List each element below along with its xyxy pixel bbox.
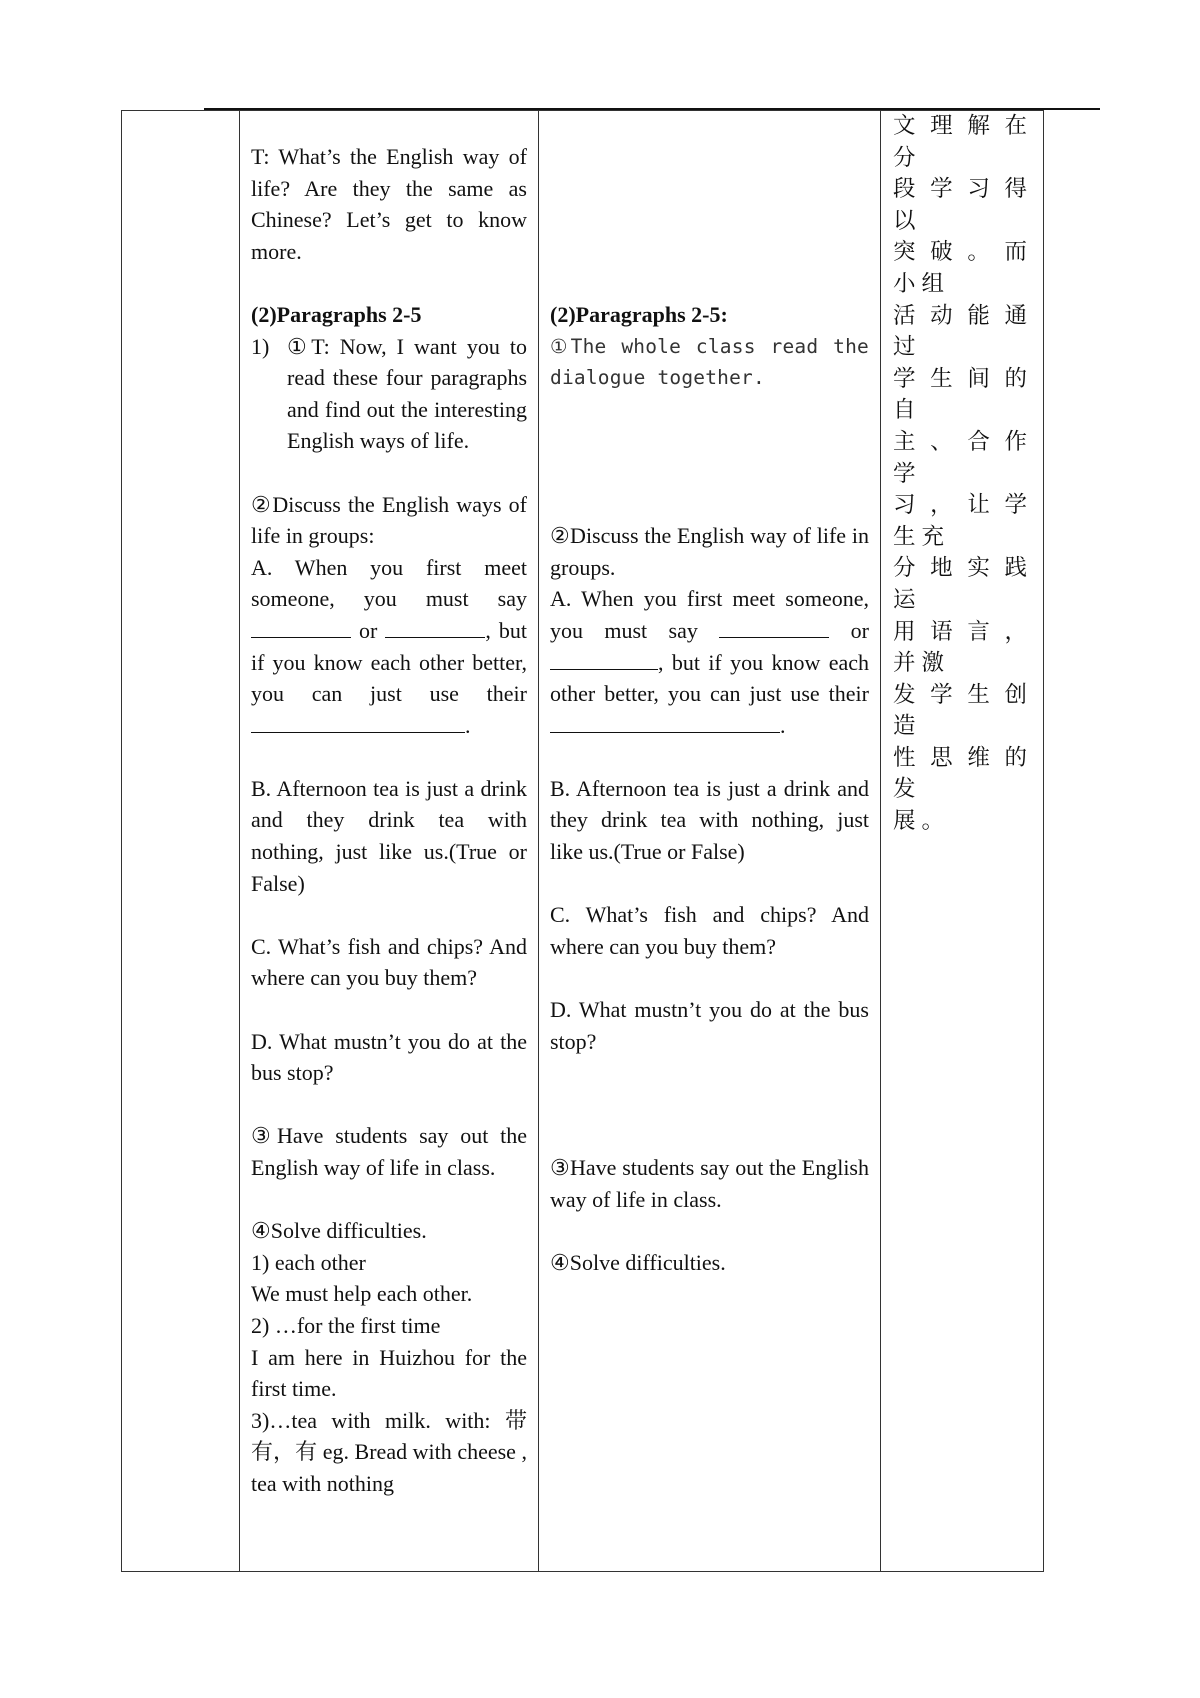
question-d: D. What mustn’t you do at the bus stop? xyxy=(251,1028,527,1086)
solve-heading: ④Solve difficulties. xyxy=(251,1218,427,1244)
design-intent-line: 习，让学生充 xyxy=(893,492,1033,550)
table-row xyxy=(122,111,1044,1572)
design-intent-text xyxy=(881,111,1043,838)
difficulty-2: 2) …for the first time xyxy=(251,1312,441,1338)
difficulty-1-example: We must help each other. xyxy=(251,1281,473,1307)
question-d: D. What mustn’t you do at the bus stop? xyxy=(550,997,869,1054)
difficulty-3: 3)…tea with milk. with: 带有，有 eg. Bread with cheese , tea with nothing xyxy=(251,1407,527,1496)
design-intent-line: 用语言，并激 xyxy=(893,618,1033,677)
say-out-text: ③Have students say out the English way of life in class. xyxy=(251,1123,527,1180)
difficulty-2-example: I am here in Huizhou for the first time. xyxy=(251,1344,527,1402)
design-intent-line: 发学生创造 xyxy=(893,681,1033,740)
item-text: ①T: Now, I want you to read these four paragraphs and find out the interesting English ways of life. xyxy=(287,333,527,454)
question-a: A. When you first meet someone, you must say or , but if you know each other better, you can just use their . xyxy=(251,554,527,738)
question-b: B. Afternoon tea is just a drink and they drink tea with nothing, just like us.(True or False) xyxy=(251,775,527,896)
say-out-text: ③Have students say out the English way of life in class. xyxy=(550,1155,869,1212)
question-c: C. What’s fish and chips? And where can you buy them? xyxy=(550,902,869,959)
question-b: B. Afternoon tea is just a drink and they drink tea with nothing, just like us.(True or False) xyxy=(550,775,869,865)
column-stage xyxy=(122,111,240,1572)
difficulty-1: 1) each other xyxy=(251,1249,366,1275)
item-number: 1) xyxy=(251,333,270,359)
design-intent-line: 段学习得以 xyxy=(893,176,1033,234)
section-heading: (2)Paragraphs 2-5 xyxy=(251,301,422,327)
section-heading: (2)Paragraphs 2-5: xyxy=(550,301,728,327)
solve-heading: ④Solve difficulties. xyxy=(550,1249,726,1275)
question-a: A. When you first meet someone, you must say or , but if you know each other better, you can just use their . xyxy=(550,586,870,738)
discuss-text: ②Discuss the English ways of life in groups: xyxy=(251,491,527,549)
column-design-intent xyxy=(881,111,1044,1572)
lesson-plan-table xyxy=(121,110,1044,1572)
design-intent-line: 主、合作学 xyxy=(893,428,1033,487)
intro-text: T: What’s the English way of life? Are they the same as Chinese? Let’s get to know more. xyxy=(251,144,527,264)
design-intent-line: 学生间的自 xyxy=(893,365,1033,424)
design-intent-line: 活动能通过 xyxy=(893,302,1033,361)
read-text: ①The whole class read the dialogue together. xyxy=(550,334,869,390)
column-teacher-activity xyxy=(240,111,539,1572)
column-student-activity xyxy=(539,111,881,1572)
design-intent-line: 性思维的发 xyxy=(893,744,1033,803)
design-intent-line: 展。 xyxy=(893,808,951,835)
design-intent-line: 文理解在分 xyxy=(893,113,1033,171)
design-intent-line: 突破。而小组 xyxy=(893,239,1033,297)
design-intent-line: 分地实践运 xyxy=(893,555,1033,613)
discuss-text: ②Discuss the English way of life in groups. xyxy=(550,523,869,580)
question-c: C. What’s fish and chips? And where can you buy them? xyxy=(251,933,527,991)
